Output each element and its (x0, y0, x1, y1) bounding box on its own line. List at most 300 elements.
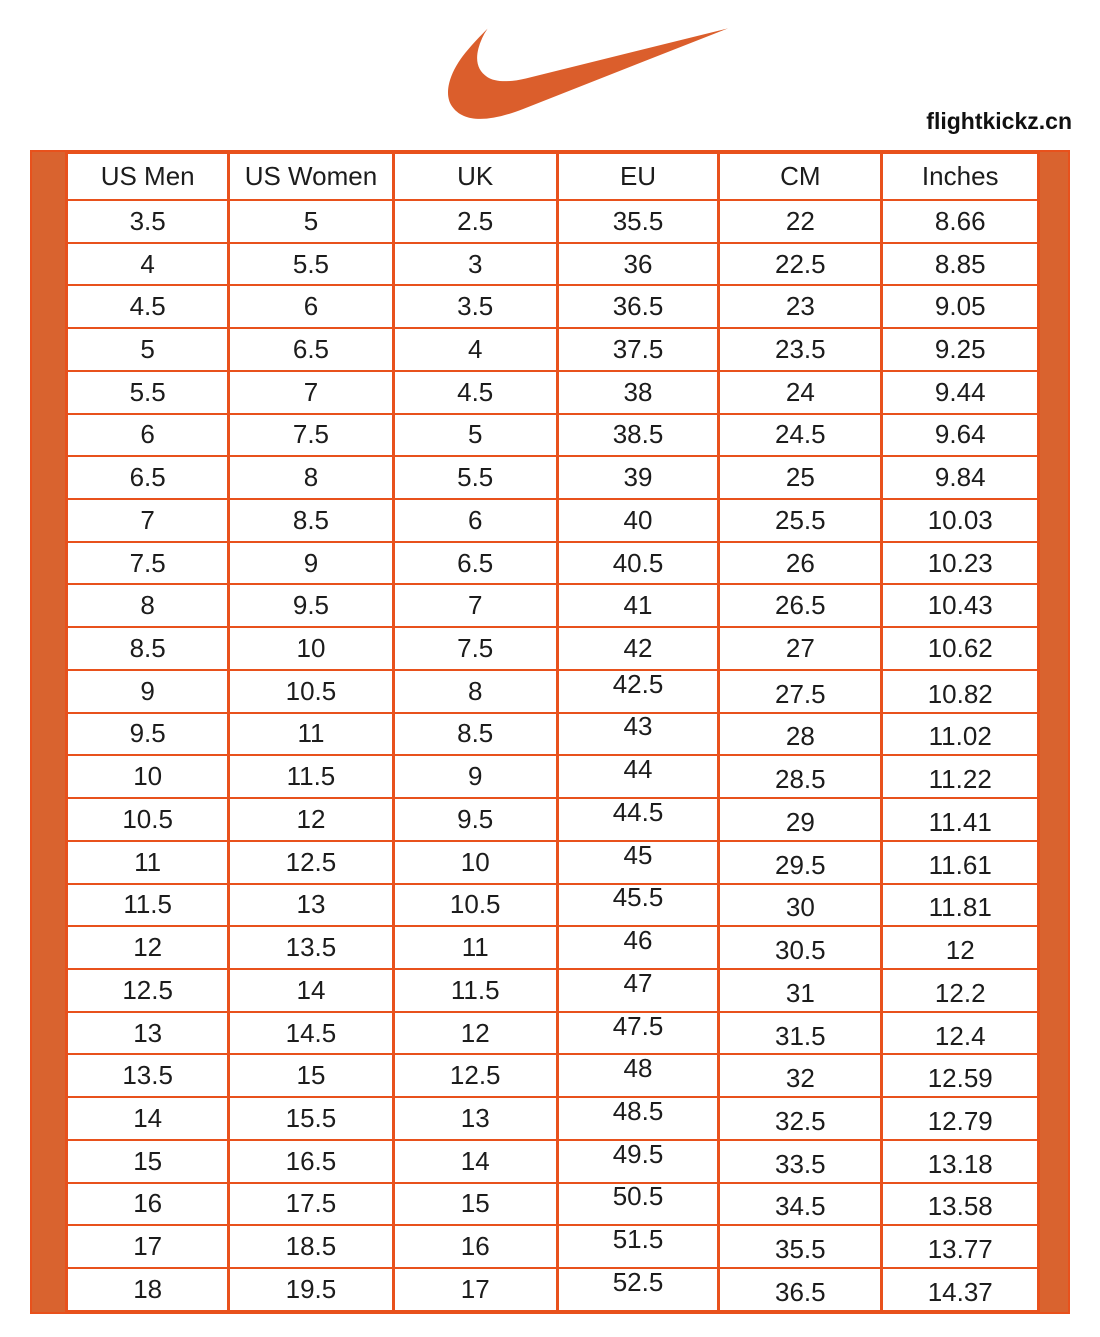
size-cell (229, 371, 393, 414)
cell-value: 8 (140, 590, 155, 621)
table-row (67, 841, 1039, 884)
cell-value: 11.5 (123, 889, 172, 920)
cell-value: 9.64 (934, 419, 986, 450)
table-row (67, 1054, 1039, 1097)
cell-value: 23 (785, 291, 815, 322)
cell-value: 14 (133, 1102, 163, 1133)
cell-value: 5 (467, 419, 483, 450)
cell-value: 45 (623, 839, 653, 870)
cell-value: 18 (133, 1273, 163, 1304)
cell-value: 11.5 (450, 974, 500, 1005)
cell-value: 10.5 (285, 675, 337, 706)
column-header-eu: EU (557, 153, 718, 200)
cell-value: 42 (623, 633, 653, 664)
cell-value: 14 (460, 1145, 490, 1176)
size-cell (393, 713, 557, 756)
size-cell (393, 456, 557, 499)
size-cell (229, 328, 393, 371)
size-cell (882, 841, 1039, 884)
cell-value: 40.5 (612, 547, 664, 578)
size-cell (229, 1054, 393, 1097)
nike-swoosh-icon (448, 24, 728, 120)
cell-value: 16 (133, 1188, 163, 1219)
size-cell (719, 243, 882, 286)
cell-value: 13.5 (122, 1060, 173, 1091)
size-cell (719, 200, 882, 243)
size-cell (557, 841, 718, 884)
cell-value: 36 (623, 248, 653, 279)
size-cell (719, 414, 882, 457)
size-cell (719, 1097, 882, 1140)
cell-value: 10.5 (122, 803, 173, 834)
cell-value: 35.5 (775, 1234, 826, 1265)
table-row (67, 200, 1039, 243)
cell-value: 29 (785, 806, 815, 837)
cell-value: 13.58 (927, 1191, 993, 1222)
cell-value: 28 (785, 721, 815, 752)
size-cell (393, 841, 557, 884)
size-cell (557, 926, 718, 969)
cell-value: 10.5 (449, 889, 501, 920)
cell-value: 11.02 (928, 721, 992, 752)
cell-value: 39 (623, 462, 653, 493)
size-chart-panel (30, 150, 1070, 1314)
cell-value: 4.5 (457, 376, 494, 407)
size-cell (719, 798, 882, 841)
size-cell (882, 542, 1039, 585)
cell-value: 9.05 (934, 291, 986, 322)
table-row (67, 798, 1039, 841)
cell-value: 10.23 (927, 547, 993, 578)
size-cell (882, 456, 1039, 499)
cell-value: 10 (460, 846, 490, 877)
size-cell (719, 371, 882, 414)
cell-value: 12.79 (927, 1105, 993, 1136)
size-cell (67, 627, 229, 670)
size-cell (882, 1183, 1039, 1226)
size-cell (229, 499, 393, 542)
size-cell (393, 926, 557, 969)
cell-value: 42.5 (612, 668, 664, 699)
size-cell (229, 584, 393, 627)
size-cell (393, 542, 557, 585)
table-header-row (67, 153, 1039, 200)
size-cell (882, 200, 1039, 243)
cell-value: 25.5 (775, 504, 826, 535)
cell-value: 11 (461, 932, 489, 963)
cell-value: 22 (785, 205, 815, 236)
cell-value: 3.5 (129, 205, 166, 236)
cell-value: 38 (623, 376, 653, 407)
size-cell (229, 755, 393, 798)
size-cell (67, 1054, 229, 1097)
cell-value: 6.5 (129, 462, 166, 493)
size-cell (557, 969, 718, 1012)
cell-value: 11.81 (928, 892, 992, 923)
cell-value: 27 (785, 633, 815, 664)
cell-value: 3 (467, 248, 483, 279)
cell-value: 16 (460, 1231, 490, 1262)
cell-value: 7.5 (457, 633, 494, 664)
cell-value: 14 (296, 974, 326, 1005)
cell-value: 37.5 (612, 334, 664, 365)
column-header-inches: Inches (882, 153, 1039, 200)
cell-value: 17.5 (285, 1188, 337, 1219)
cell-value: 31.5 (775, 1020, 826, 1051)
cell-value: 8 (303, 462, 319, 493)
size-cell (229, 713, 393, 756)
table-row (67, 456, 1039, 499)
size-cell (393, 499, 557, 542)
table-row (67, 926, 1039, 969)
size-cell (882, 285, 1039, 328)
cell-value: 40 (623, 504, 653, 535)
cell-value: 36.5 (775, 1276, 826, 1307)
size-cell (67, 884, 229, 927)
cell-value: 12.4 (934, 1020, 986, 1051)
cell-value: 8.5 (292, 504, 330, 535)
cell-value: 9 (467, 761, 483, 792)
cell-value: 32.5 (775, 1105, 826, 1136)
size-cell (67, 798, 229, 841)
size-cell (719, 1183, 882, 1226)
size-cell (393, 200, 557, 243)
size-cell (229, 969, 393, 1012)
column-header-uk: UK (393, 153, 557, 200)
cell-value: 34.5 (775, 1191, 826, 1222)
size-cell (557, 713, 718, 756)
cell-value: 48.5 (612, 1095, 664, 1126)
size-cell (882, 713, 1039, 756)
cell-value: 9 (140, 675, 155, 706)
size-cell (557, 243, 718, 286)
size-cell (67, 328, 229, 371)
size-cell (557, 1268, 718, 1311)
cell-value: 5 (303, 205, 319, 236)
size-cell (557, 1097, 718, 1140)
cell-value: 32 (785, 1063, 815, 1094)
size-cell (67, 713, 229, 756)
size-cell (882, 328, 1039, 371)
cell-value: 10 (133, 761, 163, 792)
cell-value: 13.77 (927, 1234, 993, 1265)
size-cell (557, 200, 718, 243)
size-cell (67, 969, 229, 1012)
cell-value: 8.5 (457, 718, 494, 749)
size-cell (229, 926, 393, 969)
size-cell (882, 884, 1039, 927)
size-cell (719, 755, 882, 798)
size-cell (719, 969, 882, 1012)
size-cell (67, 1140, 229, 1183)
cell-value: 25 (785, 462, 815, 493)
size-cell (229, 670, 393, 713)
size-cell (67, 584, 229, 627)
cell-value: 9.5 (457, 803, 494, 834)
size-cell (882, 371, 1039, 414)
size-cell (393, 1140, 557, 1183)
table-row (67, 285, 1039, 328)
size-cell (393, 627, 557, 670)
size-cell (882, 926, 1039, 969)
size-cell (719, 670, 882, 713)
cell-value: 6.5 (457, 547, 494, 578)
size-cell (719, 1225, 882, 1268)
size-cell (557, 798, 718, 841)
cell-value: 12.2 (934, 977, 986, 1008)
cell-value: 6 (467, 504, 483, 535)
cell-value: 13 (460, 1102, 490, 1133)
cell-value: 12 (945, 935, 975, 966)
table-row (67, 1140, 1039, 1183)
table-row (67, 627, 1039, 670)
cell-value: 52.5 (612, 1266, 664, 1297)
cell-value: 26 (785, 547, 815, 578)
table-row (67, 328, 1039, 371)
size-cell (67, 542, 229, 585)
cell-value: 14.37 (927, 1276, 993, 1307)
cell-value: 31 (785, 977, 815, 1008)
size-cell (882, 1225, 1039, 1268)
cell-value: 15.5 (285, 1102, 337, 1133)
cell-value: 19.5 (285, 1273, 337, 1304)
cell-value: 11.22 (928, 764, 992, 795)
size-cell (557, 328, 718, 371)
size-cell (393, 1097, 557, 1140)
size-cell (882, 627, 1039, 670)
cell-value: 9.84 (934, 462, 986, 493)
size-cell (557, 755, 718, 798)
table-row (67, 1268, 1039, 1311)
cell-value: 12 (296, 803, 326, 834)
size-cell (719, 713, 882, 756)
size-cell (393, 371, 557, 414)
cell-value: 9 (303, 547, 319, 578)
size-cell (882, 798, 1039, 841)
size-cell (229, 1225, 393, 1268)
cell-value: 11 (134, 846, 162, 877)
size-cell (882, 1097, 1039, 1140)
size-cell (229, 884, 393, 927)
cell-value: 29.5 (775, 849, 826, 880)
cell-value: 13.18 (927, 1148, 993, 1179)
cell-value: 16.5 (285, 1145, 337, 1176)
size-cell (229, 798, 393, 841)
size-cell (557, 1140, 718, 1183)
cell-value: 51.5 (612, 1224, 664, 1255)
size-cell (719, 1268, 882, 1311)
table-row (67, 371, 1039, 414)
size-cell (557, 584, 718, 627)
table-row (67, 1183, 1039, 1226)
cell-value: 11.41 (928, 806, 992, 837)
size-cell (882, 755, 1039, 798)
cell-value: 12 (133, 932, 163, 963)
size-cell (67, 243, 229, 286)
cell-value: 11 (297, 718, 325, 749)
size-cell (67, 841, 229, 884)
size-cell (719, 285, 882, 328)
cell-value: 10.62 (927, 633, 993, 664)
table-row (67, 542, 1039, 585)
size-cell (557, 1012, 718, 1055)
size-cell (393, 285, 557, 328)
cell-value: 45.5 (612, 882, 664, 913)
table-row (67, 1012, 1039, 1055)
size-cell (67, 926, 229, 969)
size-cell (557, 285, 718, 328)
size-cell (67, 200, 229, 243)
cell-value: 12.59 (927, 1063, 993, 1094)
size-cell (229, 1140, 393, 1183)
size-cell (882, 1054, 1039, 1097)
size-cell (67, 755, 229, 798)
cell-value: 44.5 (612, 796, 664, 827)
cell-value: 26.5 (775, 590, 826, 621)
cell-value: 11.61 (928, 849, 992, 880)
size-cell (67, 456, 229, 499)
size-cell (67, 1268, 229, 1311)
cell-value: 5.5 (457, 462, 494, 493)
size-cell (882, 670, 1039, 713)
cell-value: 46 (623, 925, 653, 956)
cell-value: 38.5 (612, 419, 664, 450)
size-cell (719, 456, 882, 499)
cell-value: 11.5 (286, 761, 336, 792)
size-cell (882, 414, 1039, 457)
size-cell (882, 584, 1039, 627)
cell-value: 18.5 (285, 1231, 337, 1262)
cell-value: 47.5 (612, 1010, 664, 1041)
size-cell (393, 328, 557, 371)
size-cell (393, 969, 557, 1012)
size-cell (229, 1268, 393, 1311)
cell-value: 4 (140, 248, 155, 279)
size-cell (393, 798, 557, 841)
cell-value: 7.5 (129, 547, 166, 578)
cell-value: 8.5 (129, 633, 166, 664)
cell-value: 15 (296, 1060, 326, 1091)
size-cell (67, 414, 229, 457)
size-cell (67, 1225, 229, 1268)
size-cell (719, 542, 882, 585)
size-cell (719, 499, 882, 542)
size-cell (229, 414, 393, 457)
cell-value: 30.5 (775, 935, 826, 966)
size-cell (719, 1012, 882, 1055)
cell-value: 4 (467, 334, 483, 365)
cell-value: 48 (623, 1053, 653, 1084)
size-cell (882, 1012, 1039, 1055)
cell-value: 9.5 (129, 718, 166, 749)
size-cell (557, 670, 718, 713)
cell-value: 14.5 (285, 1017, 337, 1048)
table-row (67, 884, 1039, 927)
size-cell (229, 200, 393, 243)
cell-value: 50.5 (612, 1181, 664, 1212)
size-cell (393, 584, 557, 627)
cell-value: 8 (467, 675, 483, 706)
size-cell (67, 1183, 229, 1226)
cell-value: 44 (623, 754, 653, 785)
cell-value: 43 (623, 711, 653, 742)
cell-value: 5.5 (292, 248, 330, 279)
size-cell (719, 1054, 882, 1097)
size-cell (393, 243, 557, 286)
size-cell (719, 926, 882, 969)
cell-value: 24.5 (775, 419, 826, 450)
size-cell (557, 456, 718, 499)
table-row (67, 243, 1039, 286)
size-cell (67, 1097, 229, 1140)
size-conversion-table (65, 152, 1040, 1312)
size-cell (719, 328, 882, 371)
size-cell (393, 1054, 557, 1097)
cell-value: 5 (140, 334, 155, 365)
cell-value: 7 (467, 590, 483, 621)
size-cell (229, 456, 393, 499)
size-cell (67, 285, 229, 328)
size-cell (557, 499, 718, 542)
size-cell (229, 1097, 393, 1140)
table-row (67, 969, 1039, 1012)
cell-value: 10.43 (927, 590, 993, 621)
cell-value: 13.5 (285, 932, 337, 963)
cell-value: 17 (460, 1273, 490, 1304)
cell-value: 8.66 (934, 205, 986, 236)
size-cell (719, 1140, 882, 1183)
size-cell (719, 584, 882, 627)
cell-value: 5.5 (129, 376, 166, 407)
size-cell (67, 371, 229, 414)
cell-value: 22.5 (775, 248, 826, 279)
cell-value: 6 (303, 291, 319, 322)
cell-value: 4.5 (129, 291, 166, 322)
size-table-body (67, 200, 1039, 1311)
size-cell (229, 542, 393, 585)
cell-value: 7 (140, 504, 155, 535)
size-cell (393, 884, 557, 927)
cell-value: 13 (296, 889, 326, 920)
size-cell (393, 414, 557, 457)
cell-value: 28.5 (775, 764, 826, 795)
cell-value: 49.5 (612, 1138, 664, 1169)
size-cell (229, 1012, 393, 1055)
cell-value: 12.5 (122, 974, 173, 1005)
table-row (67, 713, 1039, 756)
size-cell (393, 1225, 557, 1268)
cell-value: 10.82 (927, 678, 993, 709)
size-cell (229, 285, 393, 328)
size-cell (557, 371, 718, 414)
cell-value: 13 (133, 1017, 163, 1048)
size-cell (719, 627, 882, 670)
table-row (67, 584, 1039, 627)
cell-value: 9.44 (934, 376, 986, 407)
table-row (67, 499, 1039, 542)
cell-value: 2.5 (457, 205, 494, 236)
cell-value: 6.5 (292, 334, 330, 365)
cell-value: 10 (296, 633, 326, 664)
size-cell (557, 1183, 718, 1226)
cell-value: 7 (303, 376, 319, 407)
size-cell (393, 755, 557, 798)
table-row (67, 755, 1039, 798)
cell-value: 23.5 (775, 334, 826, 365)
size-cell (882, 499, 1039, 542)
size-cell (882, 969, 1039, 1012)
size-cell (67, 670, 229, 713)
